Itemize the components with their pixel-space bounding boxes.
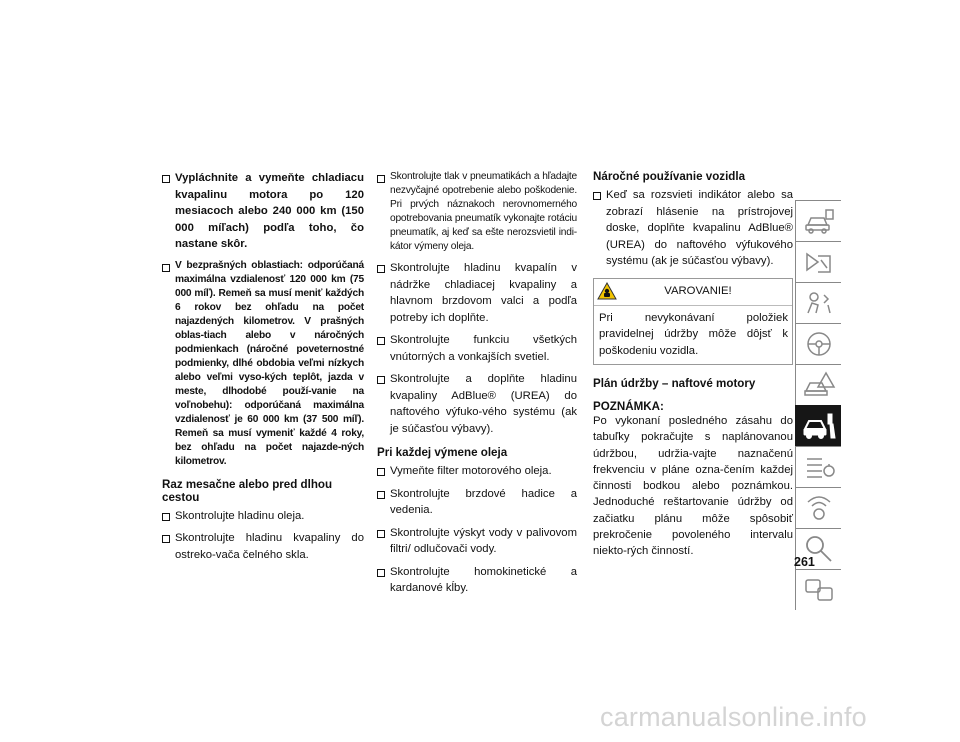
- column-1: [162, 170, 364, 569]
- checkbox-icon: [377, 265, 385, 273]
- tab-steering[interactable]: [795, 323, 841, 364]
- tab-languages[interactable]: [795, 569, 841, 610]
- list-item: Skontrolujte hladinu kvapaliny do ostreko-vača čelného skla.: [162, 530, 364, 563]
- list-item: Skontrolujte hladinu kvapalín v nádržke chladiacej kvapaliny a hlavnom brzdovom valci a podľa potreby ich doplňte.: [377, 260, 577, 326]
- section-heading: Náročné používanie vozidla: [593, 170, 746, 183]
- tab-emergency[interactable]: [795, 364, 841, 405]
- tab-driver-assist[interactable]: [795, 282, 841, 323]
- checkbox-icon: [162, 513, 170, 521]
- column-2: [377, 170, 577, 603]
- chapter-tabs: [795, 200, 841, 610]
- list-item: Skontrolujte funkciu všetkých vnútorných a vonkajších svetiel.: [377, 332, 577, 365]
- tab-servicing[interactable]: [795, 405, 841, 446]
- list-item: Skontrolujte a doplňte hladinu kvapaliny AdBlue® (UREA) do naftového výfuko-vého systému (ak je súčasťou výbavy).: [377, 371, 577, 437]
- note-text: Po vykonaní posledného zásahu do tabuľky pokračujte s naplánovanou údržbou, udržia-vajte naznačenú frekvenciu v pláne ozna-čením každej činnosti bodkou alebo poznámkou. Jednoduché reštartovanie údržby od začiatku plánu môže spôsobiť prekročenie povoleného intervalu niekto-rých činností.: [593, 415, 793, 558]
- car-info-icon: [802, 205, 836, 237]
- tab-vehicle-info[interactable]: [795, 200, 841, 241]
- section-heading: Pri každej výmene oleja: [377, 446, 508, 459]
- driver-assist-icon: [802, 287, 836, 319]
- seatbelt-airbag-icon: [802, 246, 836, 278]
- tab-multimedia[interactable]: [795, 487, 841, 528]
- section-heading: Plán údržby – naftové motory: [593, 377, 756, 390]
- warning-title: VAROVANIE!: [664, 284, 732, 297]
- checkbox-icon: [377, 175, 385, 183]
- languages-icon: [802, 574, 836, 606]
- multimedia-icon: [802, 492, 836, 524]
- list-item: Skontrolujte výskyt vody v palivovom filtri/ odlučovači vody.: [377, 525, 577, 558]
- column-3: [593, 170, 793, 560]
- warning-header: [594, 279, 792, 306]
- steering-wheel-icon: [802, 328, 836, 360]
- checkbox-icon: [162, 264, 170, 272]
- list-item: Keď sa rozsvieti indikátor alebo sa zobrazí hlásenie na prístrojovej doske, doplňte kvapalinu AdBlue® (UREA) do naftového výfukového systému (ak je súčasťou výbavy).: [593, 187, 793, 270]
- list-item: Skontrolujte tlak v pneumatikách a hľadajte nezvyčajné opotrebenie alebo poškodenie. Pri prvých náznakoch nerovnomerného opotrebovania pneumatík vykonajte rotáciu pneumatík, aj keď sa ešte nerozsvietil indi-kátor výmeny oleja.: [377, 170, 577, 254]
- note-label: POZNÁMKA:: [593, 400, 664, 413]
- tab-safety[interactable]: [795, 241, 841, 282]
- list-item: Skontrolujte hladinu oleja.: [162, 508, 364, 525]
- checkbox-icon: [377, 337, 385, 345]
- car-warning-icon: [802, 369, 836, 401]
- checkbox-icon: [377, 530, 385, 538]
- warning-text: Pri nevykonávaní položiek pravidelnej údržby môže dôjsť k poškodeniu vozidla.: [599, 311, 788, 357]
- list-item: V bezprašných oblastiach: odporúčaná maximálna vzdialenosť 120 000 km (75 000 míľ). Remeň sa musí meniť každých 6 rokov bez ohľadu na počet najazdených kilometrov. V prašných oblas-tiach alebo v náročných podmienkach (náročné poveternostné podmienky, dlhé obdobia veľmi nízkych alebo veľmi vyso-kých teplôt, jazda v meste, dlhodobé použí-vanie na voľnobehu): odporúčaná maximálna vzdialenosť je 60 000 km (37 500 míľ). Remeň sa musí vymeniť každé 4 roky, bez ohľadu na počet najazde-ných kilometrov.: [162, 259, 364, 469]
- checkbox-icon: [377, 569, 385, 577]
- watermark: carmanualsonline.info: [600, 702, 867, 732]
- checkbox-icon: [593, 192, 601, 200]
- list-item: Skontrolujte brzdové hadice a vedenia.: [377, 486, 577, 519]
- checkbox-icon: [377, 491, 385, 499]
- checkbox-icon: [377, 376, 385, 384]
- list-item: Skontrolujte homokinetické a kardanové kĺby.: [377, 564, 577, 597]
- checkbox-icon: [162, 535, 170, 543]
- tab-specs[interactable]: [795, 446, 841, 487]
- car-service-icon: [802, 410, 838, 442]
- list-item: Vypláchnite a vymeňte chladiacu kvapalinu motora po 120 mesiacoch alebo 240 000 km (150 000 míľach) podľa toho, čo nastane skôr.: [162, 170, 364, 253]
- specs-list-icon: [802, 451, 836, 483]
- list-item: Vymeňte filter motorového oleja.: [377, 463, 577, 480]
- checkbox-icon: [377, 468, 385, 476]
- page-number: 261: [794, 555, 815, 569]
- section-heading: Raz mesačne alebo pred dlhou cestou: [162, 477, 333, 504]
- checkbox-icon: [162, 175, 170, 183]
- warning-box: [593, 278, 793, 366]
